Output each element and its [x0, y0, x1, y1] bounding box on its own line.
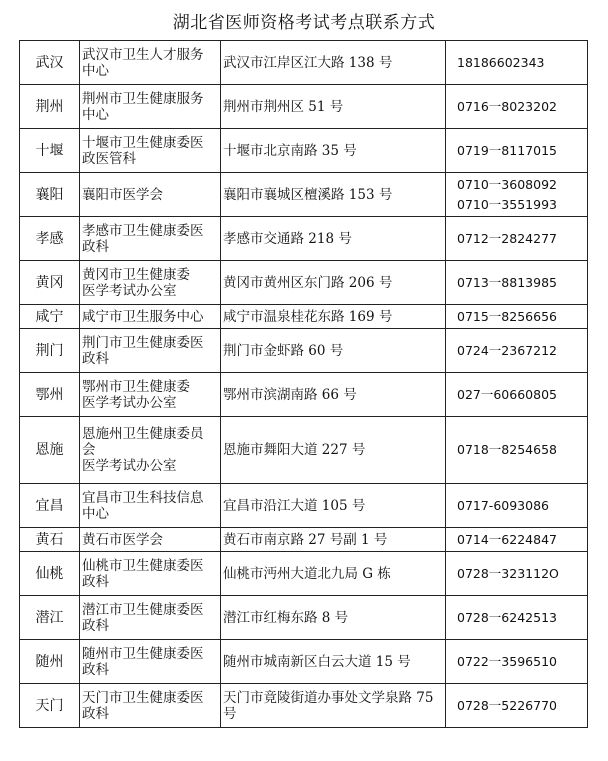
- page-title: 湖北省医师资格考试考点联系方式: [172, 13, 436, 33]
- organization-cell: [80, 417, 221, 484]
- organization-line: 政科: [82, 238, 109, 255]
- city-cell: 黄冈: [20, 261, 80, 305]
- city-cell: 恩施: [20, 417, 80, 484]
- address-cell: 仙桃市沔州大道北九局 G 栋: [221, 552, 446, 596]
- city-cell: 随州: [20, 640, 80, 684]
- organization-cell: [80, 41, 221, 85]
- organization-line: 潜江市卫生健康委医: [82, 601, 204, 618]
- organization-line: 随州市卫生健康委医: [82, 645, 204, 662]
- organization-line: 宜昌市卫生科技信息: [82, 489, 204, 506]
- phone-number: 027一60660805: [457, 386, 557, 402]
- address-cell: 恩施市舞阳大道 227 号: [221, 417, 446, 484]
- organization-line: 会: [82, 442, 96, 458]
- organization-line: 医学考试办公室: [82, 282, 177, 299]
- city-cell: 孝感: [20, 217, 80, 261]
- address-cell: 襄阳市襄城区檀溪路 153 号: [221, 173, 446, 217]
- organization-line: 医学考试办公室: [82, 458, 177, 474]
- organization-cell: [80, 305, 221, 329]
- organization-cell: [80, 484, 221, 528]
- table-row: [20, 305, 588, 329]
- phone-cell: [446, 329, 588, 373]
- table-row: [20, 484, 588, 528]
- address-cell: 随州市城南新区白云大道 15 号: [221, 640, 446, 684]
- organization-line: 仙桃市卫生健康委医: [82, 557, 204, 574]
- organization-line: 政科: [82, 350, 109, 367]
- city-cell: 潜江: [20, 596, 80, 640]
- organization-line: 咸宁市卫生服务中心: [82, 308, 204, 325]
- phone-cell: [446, 261, 588, 305]
- phone-cell: [446, 129, 588, 173]
- city-cell: 天门: [20, 684, 80, 728]
- phone-number: 0716一8023202: [457, 98, 557, 114]
- organization-line: 襄阳市医学会: [82, 186, 163, 203]
- organization-line: 黄冈市卫生健康委: [82, 266, 190, 283]
- phone-cell: [446, 552, 588, 596]
- phone-number: 0714一6224847: [457, 531, 557, 547]
- organization-line: 武汉市卫生人才服务: [82, 46, 204, 63]
- phone-cell: [446, 417, 588, 484]
- phone-number: 0728一6242513: [457, 609, 557, 625]
- address-cell: 天门市竟陵街道办事处文学泉路 75 号: [221, 684, 446, 728]
- table-row: [20, 173, 588, 217]
- phone-cell: [446, 173, 588, 217]
- table-row: [20, 596, 588, 640]
- address-cell: 黄石市南京路 27 号副 1 号: [221, 528, 446, 552]
- organization-line: 天门市卫生健康委医: [82, 689, 204, 706]
- table-row: [20, 552, 588, 596]
- table-row: [20, 528, 588, 552]
- city-cell: 咸宁: [20, 305, 80, 329]
- table-row: [20, 373, 588, 417]
- table-row: [20, 640, 588, 684]
- organization-line: 恩施州卫生健康委员: [82, 426, 204, 442]
- organization-line: 中心: [82, 505, 109, 522]
- organization-cell: [80, 373, 221, 417]
- address-cell: 武汉市江岸区江大路 138 号: [221, 41, 446, 85]
- organization-line: 中心: [82, 62, 109, 79]
- organization-line: 政科: [82, 661, 109, 678]
- phone-cell: [446, 528, 588, 552]
- city-cell: 十堰: [20, 129, 80, 173]
- address-cell: 宜昌市沿江大道 105 号: [221, 484, 446, 528]
- table-row: [20, 417, 588, 484]
- organization-line: 孝感市卫生健康委医: [82, 222, 204, 239]
- phone-number: 0718一8254658: [457, 442, 557, 457]
- phone-cell: [446, 305, 588, 329]
- organization-line: 医学考试办公室: [82, 394, 177, 411]
- phone-cell: [446, 484, 588, 528]
- address-cell: 咸宁市温泉桂花东路 169 号: [221, 305, 446, 329]
- phone-number: 0710一3608092: [457, 176, 557, 192]
- phone-number: 0717-6093086: [457, 497, 549, 513]
- phone-number: 0713一8813985: [457, 274, 557, 290]
- organization-line: 黄石市医学会: [82, 531, 163, 548]
- address-cell: 潜江市红梅东路 8 号: [221, 596, 446, 640]
- organization-cell: [80, 217, 221, 261]
- organization-cell: [80, 129, 221, 173]
- organization-line: 政医管科: [82, 150, 136, 167]
- organization-cell: [80, 85, 221, 129]
- city-cell: 仙桃: [20, 552, 80, 596]
- organization-cell: [80, 684, 221, 728]
- city-cell: 宜昌: [20, 484, 80, 528]
- organization-cell: [80, 528, 221, 552]
- organization-cell: [80, 640, 221, 684]
- phone-cell: [446, 85, 588, 129]
- address-cell: 荆门市金虾路 60 号: [221, 329, 446, 373]
- organization-line: 中心: [82, 106, 109, 123]
- phone-number: 0719一8117015: [457, 142, 557, 158]
- organization-line: 政科: [82, 573, 109, 590]
- phone-cell: [446, 217, 588, 261]
- organization-cell: [80, 173, 221, 217]
- phone-number: 0722一3596510: [457, 653, 557, 669]
- address-cell: 黄冈市黄州区东门路 206 号: [221, 261, 446, 305]
- city-cell: 襄阳: [20, 173, 80, 217]
- table-body: [20, 41, 588, 728]
- phone-number: 0728一5226770: [457, 697, 557, 713]
- phone-cell: [446, 373, 588, 417]
- city-cell: 荆州: [20, 85, 80, 129]
- organization-cell: [80, 329, 221, 373]
- phone-number: 0712一2824277: [457, 230, 557, 246]
- city-cell: 武汉: [20, 41, 80, 85]
- city-cell: 鄂州: [20, 373, 80, 417]
- table-row: [20, 217, 588, 261]
- address-cell: 荆州市荆州区 51 号: [221, 85, 446, 129]
- phone-number: 18186602343: [457, 54, 545, 70]
- table-row: [20, 41, 588, 85]
- table-row: [20, 129, 588, 173]
- phone-number: 0715一8256656: [457, 308, 557, 324]
- organization-cell: [80, 596, 221, 640]
- city-cell: 黄石: [20, 528, 80, 552]
- city-cell: 荆门: [20, 329, 80, 373]
- address-cell: 十堰市北京南路 35 号: [221, 129, 446, 173]
- organization-cell: [80, 261, 221, 305]
- phone-cell: [446, 684, 588, 728]
- organization-line: 政科: [82, 705, 109, 722]
- contact-table: [19, 40, 588, 728]
- table-row: [20, 329, 588, 373]
- phone-cell: [446, 596, 588, 640]
- organization-cell: [80, 552, 221, 596]
- address-cell: 鄂州市滨湖南路 66 号: [221, 373, 446, 417]
- table-row: [20, 85, 588, 129]
- phone-cell: [446, 41, 588, 85]
- phone-number: 0710一3551993: [457, 196, 557, 212]
- organization-line: 政科: [82, 617, 109, 634]
- table-row: [20, 261, 588, 305]
- address-cell: 孝感市交通路 218 号: [221, 217, 446, 261]
- organization-line: 十堰市卫生健康委医: [82, 134, 204, 151]
- organization-line: 鄂州市卫生健康委: [82, 378, 190, 395]
- phone-cell: [446, 640, 588, 684]
- phone-number: 0728一323112O: [457, 565, 559, 581]
- phone-number: 0724一2367212: [457, 342, 557, 358]
- organization-line: 荆州市卫生健康服务: [82, 90, 204, 107]
- table-row: [20, 684, 588, 728]
- organization-line: 荆门市卫生健康委医: [82, 334, 204, 351]
